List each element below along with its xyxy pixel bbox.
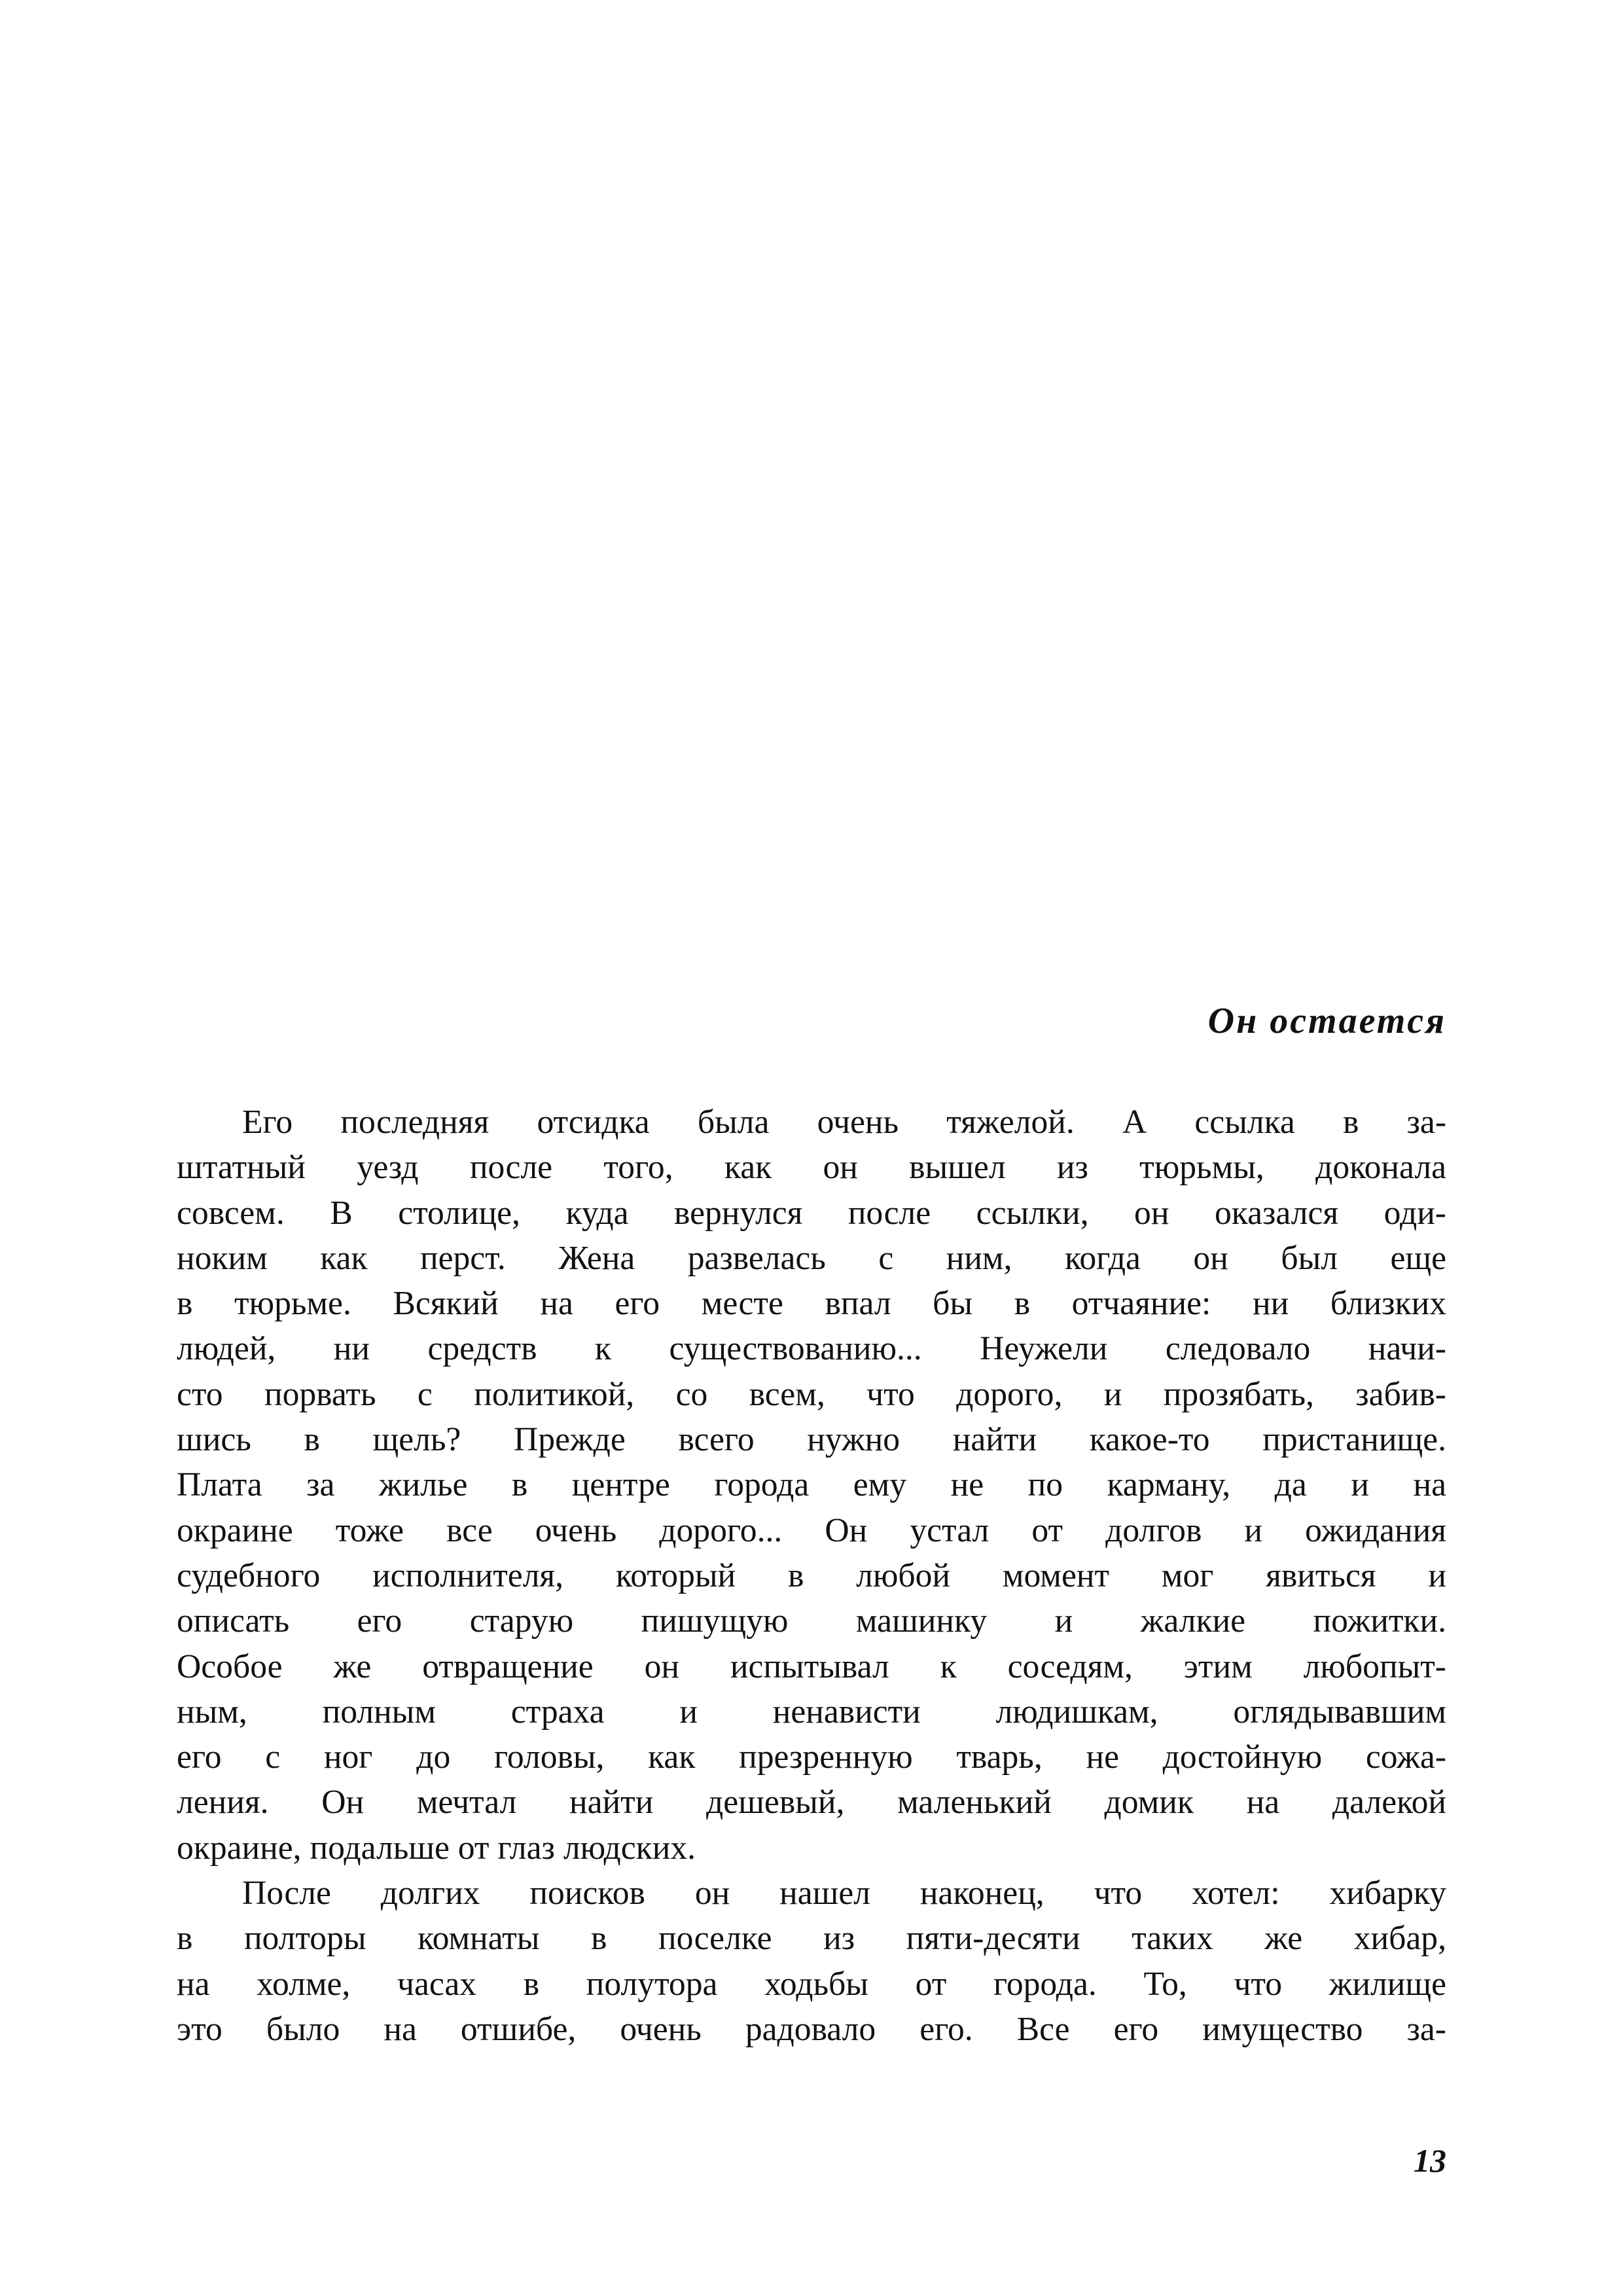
text-line: его с ног до головы, как презренную тварь, не достойную сожа-	[177, 1738, 1446, 1776]
text-line: После долгих поисков он нашел наконец, что хотел: хибарку	[242, 1874, 1446, 1912]
text-line: это было на отшибе, очень радовало его. Все его имущество за-	[177, 2010, 1446, 2048]
text-line: людей, ни средств к существованию... Неужели следовало начи-	[177, 1330, 1446, 1368]
text-line: совсем. В столице, куда вернулся после ссылки, он оказался оди-	[177, 1194, 1446, 1232]
text-line: окраине, подальше от глаз людских.	[177, 1829, 696, 1867]
text-line: окраине тоже все очень дорого... Он устал от долгов и ожидания	[177, 1511, 1446, 1549]
text-line: на холме, часах в полутора ходьбы от города. То, что жилище	[177, 1965, 1446, 2003]
page-number: 13	[1414, 2142, 1446, 2179]
text-line: Его последняя отсидка была очень тяжелой. А ссылка в за-	[242, 1103, 1446, 1141]
text-line: шись в щель? Прежде всего нужно найти какое-то пристанище.	[177, 1421, 1446, 1459]
text-line: Особое же отвращение он испытывал к соседям, этим любопыт-	[177, 1647, 1446, 1685]
story-title: Он остается	[1207, 1001, 1446, 1041]
text-line: ным, полным страха и ненависти людишкам, оглядывавшим	[177, 1693, 1446, 1731]
text-line: в полторы комнаты в поселке из пяти-десяти таких же хибар,	[177, 1920, 1446, 1958]
text-line: штатный уезд после того, как он вышел из тюрьмы, доконала	[177, 1149, 1446, 1187]
body-text	[177, 1100, 1446, 2052]
text-line: судебного исполнителя, который в любой момент мог явиться и	[177, 1556, 1446, 1594]
text-line: в тюрьме. Всякий на его месте впал бы в отчаяние: ни близких	[177, 1285, 1446, 1323]
text-line: ления. Он мечтал найти дешевый, маленький домик на далекой	[177, 1784, 1446, 1821]
text-line: сто порвать с политикой, со всем, что дорого, и прозябать, забив-	[177, 1375, 1446, 1413]
text-line: описать его старую пишущую машинку и жалкие пожитки.	[177, 1602, 1446, 1640]
text-line: Плата за жилье в центре города ему не по карману, да и на	[177, 1466, 1446, 1504]
text-line: ноким как перст. Жена развелась с ним, когда он был еще	[177, 1239, 1446, 1277]
